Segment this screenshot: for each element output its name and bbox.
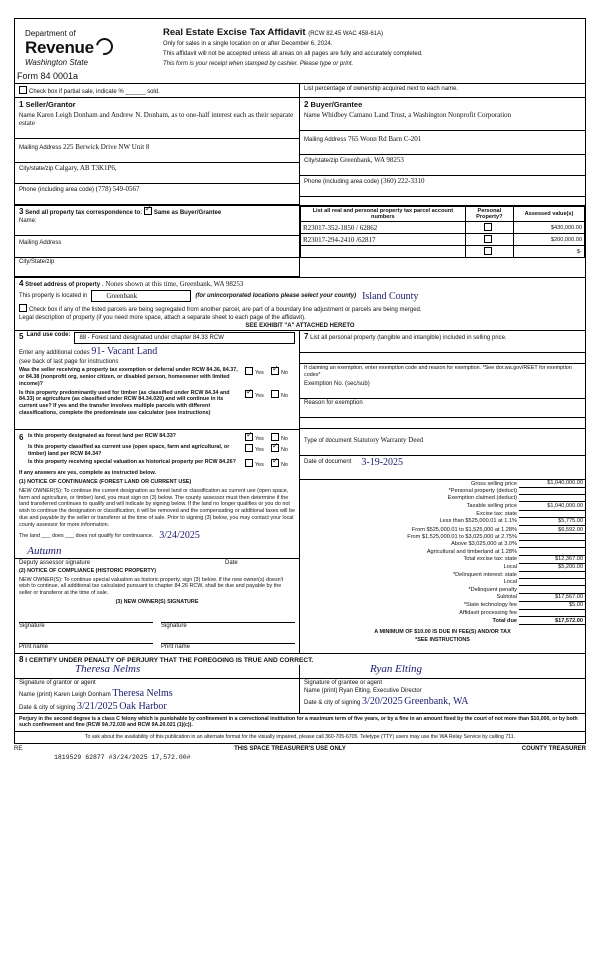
notice-compliance-body: NEW OWNER(S): To continue special valuation as historic property, sign (3) below. If the new owner(s) doesn't wish to continue, all additional tax calculated pursuant to chapter 84.26 RCW, shall be due and payable by the seller or transferor at the time of sale.: [19, 576, 284, 597]
grantee-name-label: Name (print): [304, 687, 338, 694]
street-address-row: 4 Street address of property . Nones shown at this time, Greenbank, WA 98253: [19, 279, 244, 289]
timber-ag-no[interactable]: No: [271, 390, 295, 399]
seller-mailing-value: 225 Berwick Drive NW Unit 8: [63, 143, 150, 152]
city-field[interactable]: Greenbank: [91, 290, 191, 302]
buyer-name-row: [300, 110, 585, 120]
doc-date-row: [300, 456, 585, 469]
form-border: [14, 18, 586, 744]
legal-description-value: SEE EXHIBIT "A" ATTACHED HERETO: [15, 322, 585, 331]
tax-value: $5.00: [519, 601, 585, 609]
exemption-code-row: [300, 380, 585, 388]
tax-label: Subtotal: [496, 594, 517, 601]
buyer-mailing-underline: [300, 144, 585, 155]
seller-mailing-row: [15, 142, 299, 152]
seller-name-value: Karen Leigh Donham and Andrew N. Donham, as to one-half interest each as their separate estate: [19, 111, 294, 128]
doc-type-value: Statutory Warranty Deed: [353, 435, 424, 444]
county-value: Island County: [362, 290, 419, 302]
corr-mailing-label: Mailing Address: [19, 240, 62, 247]
grantee-name-row: [300, 687, 585, 695]
additional-codes-label: Enter any additional codes: [19, 350, 90, 357]
grantor-name-hand: Theresa Nelms: [112, 687, 173, 699]
seller-column: [15, 98, 300, 205]
buyer-heading: 2 Buyer/Grantee: [304, 100, 363, 110]
tax-label: Gross selling price: [470, 480, 517, 487]
assessor-date-label: Date: [225, 559, 238, 566]
located-in-label: This property is located in: [19, 293, 88, 300]
treasurer-center-label: THIS SPACE TREASURER'S USE ONLY: [234, 745, 346, 752]
located-in-row: [15, 289, 585, 303]
seller-phone-label: Phone (including area code): [19, 187, 95, 194]
tax-row: [300, 541, 585, 548]
seller-name-underline: [15, 128, 299, 139]
buyer-citystate-label: City/state/zip: [304, 158, 339, 165]
tax-value: $1,040,000.00: [519, 502, 585, 510]
tax-row: [300, 593, 585, 601]
tax-row: [300, 601, 585, 609]
corr-name-row: [15, 217, 299, 225]
grantor-name-row: [15, 687, 299, 700]
tax-label: Affidavit processing fee: [459, 610, 517, 617]
buyer-name-label: Name: [304, 113, 321, 120]
tax-label: Above $3,025,000 at 3.0%: [451, 541, 517, 548]
tax-row: [300, 563, 585, 571]
forest-land-yes[interactable]: ✓ Yes: [245, 433, 271, 442]
additional-codes-row: [15, 345, 299, 358]
seller-citystate-row: [15, 163, 299, 173]
grantor-sig-label: Signature of grantor or agent: [15, 678, 299, 687]
assessor-signature-row[interactable]: [15, 544, 299, 558]
legal-description-label: Legal description of property (if you need more space, attach a separate sheet to each page of the affidavit).: [19, 315, 306, 322]
doc-type-underline: [300, 445, 585, 456]
seller-name-row: [15, 110, 299, 128]
exemption-reason-underline-1: [300, 407, 585, 418]
landuse-personal-section: [15, 331, 585, 429]
assessor-date-value: 3/24/2025: [159, 530, 200, 542]
buyer-name-underline: [300, 120, 585, 131]
same-as-buyer-label: Same as Buyer/Grantee: [153, 210, 222, 217]
see-instructions-note: *SEE INSTRUCTIONS: [415, 637, 470, 644]
buyer-phone-underline: [300, 186, 585, 197]
tax-row: [300, 534, 585, 541]
buyer-citystate-value: Greenbank, WA 98253: [340, 156, 404, 165]
corr-mailing-row: [15, 239, 299, 247]
tax-row: [300, 480, 585, 488]
current-use-text: Is this property classified as current use (open space, farm and agricultural, or timber) land per RCW 84.34?: [28, 443, 230, 457]
tax-value: $17,567.00: [519, 593, 585, 601]
historic-question: [15, 458, 299, 469]
grantee-date-row: [300, 695, 585, 708]
partial-sale-label: Check box if partial sale, indicate % ______ sold.: [29, 89, 160, 96]
grantor-city-value: Oak Harbor: [119, 700, 167, 712]
exemption-claim-note: If claiming an exemption, enter exemption code and reason for exemption. *See dor.wa.gov/REET for exemption codes*: [304, 365, 572, 379]
tax-label: From $1,525,000.01 to $3,025,000 at 2.75%: [407, 534, 517, 541]
tax-value: [519, 541, 585, 548]
agency-line3: Washington State: [25, 58, 89, 67]
tax-calculation-table: [300, 480, 585, 626]
exemption-code-label: Exemption No. (sec/sub): [304, 380, 370, 387]
tax-value: [519, 548, 585, 555]
timber-ag-text: Is this property predominantly used for timber (as classified under RCW 84.34 and 84.33) or agriculture (as classified under RCW 84.34.020) and will continue in its current use? If yes and the transfer involves multiple parcels with different classifications, complete the predominate use calculator (see instructions): [19, 389, 230, 416]
corr-citystate-row: [15, 258, 299, 266]
tax-column: [300, 429, 585, 653]
tax-row: [300, 525, 585, 533]
current-use-yes[interactable]: Yes: [245, 444, 271, 453]
grantor-signature[interactable]: Theresa Nelms: [75, 662, 141, 675]
tax-row: [300, 586, 585, 593]
form-title-block: [155, 23, 585, 68]
assessor-qualify-row: [15, 529, 299, 544]
tax-label: *Personal property (deduct): [448, 488, 517, 495]
doc-type-row: [300, 435, 585, 445]
same-as-buyer-checkbox[interactable]: [144, 207, 152, 215]
personal-property-underline-1: [300, 342, 585, 353]
tax-row: [300, 517, 585, 525]
assessed-col-header: Assessed value(s): [513, 207, 584, 222]
personal-property-column: [300, 331, 585, 429]
grantor-cert-column: [15, 662, 300, 713]
additional-codes-value: 91- Vacant Land: [91, 346, 158, 358]
seller-citystate-label: City/state/zip: [19, 166, 54, 173]
assessor-signature[interactable]: Autumn: [19, 544, 62, 557]
grantee-cert-column: [300, 662, 585, 713]
form-header: [15, 19, 585, 70]
historic-yes[interactable]: Yes: [245, 459, 271, 468]
form-subtitle-2: This affidavit will not be accepted unless all areas on all pages are fully and accurately completed.: [163, 51, 423, 58]
re-label: RE: [14, 745, 23, 752]
section6-number: 6: [19, 432, 24, 442]
tax-value: $1,040,000.00: [519, 480, 585, 488]
exemption-reason-row: [300, 399, 585, 407]
new-owner-print-labels: [15, 642, 299, 653]
seller-citystate-value: Calgary, AB T3K1P6,: [55, 164, 117, 173]
table-row: [301, 234, 585, 246]
form-title-citation: (RCW 82.45 WAC 458-61A): [308, 31, 384, 37]
form-subtitle-1: Only for sales in a single location on or after December 6, 2024.: [163, 41, 333, 47]
tax-row: [300, 487, 585, 494]
landuse-column: [15, 331, 300, 429]
partial-sale-checkbox[interactable]: [19, 86, 27, 94]
tax-value: [519, 586, 585, 593]
exempt-deferral-no[interactable]: ✓ No: [271, 367, 295, 376]
historic-text: Is this property receiving special valuation as historical property per RCW 84.26?: [28, 459, 236, 466]
table-row: [301, 246, 585, 258]
buyer-mailing-label: Mailing Address: [304, 137, 347, 144]
tax-row: [300, 572, 585, 579]
section4: [15, 277, 585, 331]
section7-heading: 7 List all personal property (tangible and intangible) included in selling price.: [304, 332, 507, 342]
parcel-col-header: List all real and personal property tax parcel account numbers: [301, 207, 466, 222]
parcel-number: R23017-294-2410 /62817: [301, 234, 466, 246]
parties-section: [15, 98, 585, 205]
buyer-phone-value: (360) 222-3310: [380, 177, 425, 186]
assessed-value: $-: [513, 246, 584, 258]
new-owner-sig-label-2: Signature: [161, 622, 295, 629]
agency-logo: [15, 23, 155, 67]
forest-land-text: Is this property designated as forest land per RCW 84.33?: [28, 432, 176, 439]
landuse-label: Land use code:: [26, 332, 71, 339]
parcel-number: R23017-352-1850 / 62862: [301, 222, 466, 234]
partial-sale-cell[interactable]: [15, 84, 300, 97]
perjury-notice: Perjury in the second degree is a class C felony which is punishable by confinement in a correctional institution for a maximum term of five years, or by a fine in an amount fixed by the court of not more than $10,000, or by both such confinement and fine (RCW 9A.72.030 and RCW 9A.20.021 (1)(c)).: [15, 713, 585, 732]
ownership-pct-cell: [300, 84, 585, 97]
tax-row: [300, 609, 585, 616]
tax-label: From $525,000.01 to $1,525,000 at 1.28%: [411, 526, 517, 533]
corr-name-label: Name:: [19, 218, 37, 225]
seller-heading: 1 Seller/Grantor: [19, 100, 76, 110]
tax-label: Total due: [492, 617, 517, 624]
tax-value: $5,200.00: [519, 563, 585, 571]
current-use-no[interactable]: ✓ No: [271, 444, 295, 453]
tax-value: [519, 487, 585, 494]
forest-land-no[interactable]: No: [271, 433, 295, 442]
segregation-row: [15, 303, 585, 314]
grantee-date-label: Date & city of signing: [304, 699, 361, 706]
certification-columns: [15, 662, 585, 713]
form-subtitle-3: This form is your receipt when stamped by cashier. Please type or print.: [163, 61, 354, 68]
new-owner-print-space[interactable]: [15, 630, 299, 642]
correspondence-parcels-section: [15, 205, 585, 277]
landuse-row: 5 Land use code: 88 - Forest land designated under chapter 84.33 RCW: [15, 331, 299, 345]
buyer-mailing-value: 765 Wonn Rd Barn C-201: [348, 135, 422, 144]
exemption-reason-label: Reason for exemption: [304, 399, 363, 406]
landuse-code-value[interactable]: 88 - Forest land designated under chapter 84.33 RCW: [74, 332, 295, 344]
tax-value: [519, 510, 585, 517]
buyer-phone-row: [300, 176, 585, 186]
assessed-value: $200,000.00: [513, 234, 584, 246]
historic-no[interactable]: ✓ No: [271, 459, 295, 468]
tax-row: [300, 579, 585, 586]
seller-phone-row: [15, 184, 299, 194]
tax-value: [519, 572, 585, 579]
new-owner-print-label-1: Print name: [19, 643, 153, 650]
assessor-sig-label: Deputy assessor signature: [19, 559, 91, 566]
tax-row: [300, 502, 585, 510]
assessor-signature-labels: [15, 558, 299, 567]
tax-label: Excise tax: state: [476, 510, 517, 517]
current-use-question: [15, 443, 299, 459]
tax-value: $5,775.00: [519, 517, 585, 525]
new-owner-sig-labels: [15, 621, 299, 630]
tax-label: Less than $525,000.01 at 1.1%: [439, 518, 517, 525]
buyer-phone-label: Phone (including area code): [304, 179, 380, 186]
grantor-name-value: Karen Leigh Donham: [54, 691, 111, 698]
grantor-date-label: Date & city of signing: [19, 704, 76, 711]
parcel-table: [300, 206, 585, 258]
exempt-deferral-question: [15, 366, 299, 388]
partial-sale-row: [15, 83, 585, 98]
exemption-reason-underline-2: [300, 418, 585, 429]
if-any-yes-note: If any answers are yes, complete as instructed below.: [19, 470, 157, 477]
segregation-label: Check box if any of the listed parcels are being segregated from another parcel, are part of a boundary line adjustment or parcels are being merged.: [29, 307, 422, 314]
notice-column: [15, 429, 300, 653]
notice-tax-section: [15, 429, 585, 653]
tax-row: [300, 548, 585, 555]
doc-date-label: Date of document: [304, 459, 352, 466]
parcel-number: [301, 246, 466, 258]
legal-description-label-row: [15, 314, 585, 322]
tax-label: *State technology fee: [463, 602, 517, 609]
certification-section: [15, 653, 585, 713]
notice-continuance-body: NEW OWNER(S): To continue the current designation as forest land or classification as current use (open space, farm and agriculture, or timber) land, you must sign on (3) below. The county assessor must then determine if the land transferred continues to qualify and will indicate by signing below. If the land no longer qualifies or you do not wish to continue the designation or classification, it will be removed and the compensating or additional taxes will be due and payable by the seller or transferor at the time of sale. Prior to signing (3) below, you may contact your local county assessor for more information.: [19, 487, 295, 528]
notice-compliance-title: (2) NOTICE OF COMPLIANCE (HISTORIC PROPERTY): [19, 567, 157, 574]
buyer-citystate-underline: [300, 165, 585, 176]
tax-label: Local: [503, 579, 517, 586]
certification-heading: 8 I CERTIFY UNDER PENALTY OF PERJURY THAT THE FOREGOING IS TRUE AND CORRECT.: [19, 654, 314, 664]
tax-value: [519, 495, 585, 502]
street-address-value: . Nones shown at this time, Greenbank, WA 98253: [101, 280, 244, 289]
doc-date-underline: [300, 469, 585, 480]
new-owner-signature-space[interactable]: [15, 607, 299, 621]
county-note: (for unincorporated locations please select your county): [195, 293, 357, 300]
notice-continuance-title: (1) NOTICE OF CONTINUANCE (FOREST LAND OR CURRENT USE): [19, 479, 192, 486]
tax-row: [300, 555, 585, 563]
personal-property-checkbox[interactable]: [465, 222, 513, 234]
parcel-column: [300, 206, 585, 277]
seller-citystate-underline: [15, 173, 299, 184]
revenue-swirl-icon: [92, 35, 116, 59]
agency-line1: Department of: [25, 29, 76, 38]
tax-row: [300, 510, 585, 517]
timber-ag-question: [15, 389, 299, 418]
new-owner-signature-title: (3) NEW OWNER(S) SIGNATURE: [115, 598, 199, 605]
new-owner-print-label-2: Print name: [161, 643, 295, 650]
tax-label: Total excise tax: state: [463, 556, 517, 563]
seller-phone-underline: [15, 194, 299, 205]
table-row: [301, 222, 585, 234]
exempt-deferral-yes[interactable]: Yes: [245, 367, 271, 376]
tax-row: [300, 617, 585, 625]
new-owner-sig-label-1: Signature: [19, 622, 153, 629]
seller-mailing-label: Mailing Address: [19, 145, 62, 152]
tax-value: $12,367.00: [519, 555, 585, 563]
grantor-date-value: 3/21/2025: [77, 700, 118, 712]
forest-land-question: [15, 429, 299, 443]
corr-citystate-underline: [15, 266, 299, 277]
treasurer-strip: [14, 744, 586, 752]
street-address-label: Street address of property: [25, 282, 101, 289]
form-number: Form 84 0001a: [17, 71, 79, 82]
seller-phone-value: (778) 549-0567: [95, 185, 140, 194]
see-back-note: (see back of last page for instructions: [19, 359, 119, 366]
tax-label: Agricultural and timberland at 1.28%: [426, 548, 517, 555]
buyer-citystate-row: [300, 155, 585, 165]
tax-label: *Delinquent interest: state: [452, 572, 517, 579]
tax-value: [519, 534, 585, 541]
personal-property-underline-2: [300, 353, 585, 364]
tax-value: [519, 579, 585, 586]
personal-property-checkbox[interactable]: [465, 234, 513, 246]
buyer-column: [300, 98, 585, 205]
exemption-code-underline: [300, 388, 585, 399]
doc-date-value: 3-19-2025: [361, 456, 404, 468]
timber-ag-yes[interactable]: ✓Yes: [245, 390, 271, 399]
grantee-city-value: Greenbank, WA: [404, 695, 469, 707]
tax-row: [300, 495, 585, 502]
parcel-table-header: [301, 207, 585, 222]
segregation-checkbox[interactable]: [19, 304, 27, 312]
tax-label: *Delinquent penalty: [468, 586, 517, 593]
exempt-deferral-text: Was the seller receiving a property tax exemption or deferral under RCW 84.36, 84.37, or 84.38 (nonprofit org, senior citizen, or disabled person, homeowner with limited income)?: [19, 367, 238, 387]
tax-label: Local: [503, 564, 517, 571]
section7-title: List all personal property (tangible and intangible) included in selling price.: [310, 335, 507, 342]
corr-name-underline: [15, 225, 299, 236]
form-title: Real Estate Excise Tax Affidavit (RCW 82.45 WAC 458-61A): [163, 27, 384, 38]
personal-col-header: Personal Property?: [465, 207, 513, 222]
grantor-date-row: [15, 700, 299, 713]
buyer-mailing-row: [300, 134, 585, 144]
corr-citystate-label: City/State/zip: [19, 259, 55, 266]
grantee-date-value: 3/20/2025: [362, 695, 403, 707]
grantee-signature[interactable]: Ryan Elting: [370, 662, 423, 675]
tax-value: $17,572.00: [519, 617, 585, 625]
seller-name-label: Name: [19, 113, 36, 120]
agency-line2: Revenue: [25, 38, 155, 58]
tax-value: [519, 609, 585, 616]
assessor-qualify-text: The land ___ does ___ does not qualify for continuance.: [19, 533, 154, 540]
buyer-name-value: Whidbey Camano Land Trust, a Washington Nonprofit Corporation: [321, 111, 512, 120]
county-treasurer-label: COUNTY TREASURER: [521, 745, 586, 752]
grantor-name-label: Name (print): [19, 691, 53, 698]
grantee-sig-label: Signature of grantee or agent: [300, 678, 585, 687]
section3-heading: 3 Send all property tax correspondence to: ✓ Same as Buyer/Grantee: [15, 206, 299, 217]
doc-type-label: Type of document: [304, 437, 352, 444]
ownership-pct-label: List percentage of ownership acquired next to each name.: [304, 86, 459, 93]
ada-notice: To ask about the availability of this publication in an alternate format for the visually impaired, please call 360-705-6705. Teletype (TTY) users may use the WA Relay Service by calling 711.: [15, 731, 585, 743]
personal-property-checkbox[interactable]: [465, 246, 513, 258]
corr-mailing-underline: [15, 247, 299, 258]
tax-label: Taxable selling price: [466, 502, 517, 509]
tax-label: Exemption claimed (deduct): [447, 495, 517, 502]
correspondence-column: [15, 206, 300, 277]
treasurer-stamp: 1819529 62877 #3/24/2025 17,572.00#: [54, 753, 191, 761]
tax-value: $6,592.00: [519, 525, 585, 533]
assessed-value: $430,000.00: [513, 222, 584, 234]
minimum-due-note: A MINIMUM OF $10.00 IS DUE IN FEE(S) AND/OR TAX: [374, 629, 511, 636]
seller-mailing-underline: [15, 152, 299, 163]
grantee-name-value: Ryan Elting, Executive Director: [339, 687, 422, 694]
